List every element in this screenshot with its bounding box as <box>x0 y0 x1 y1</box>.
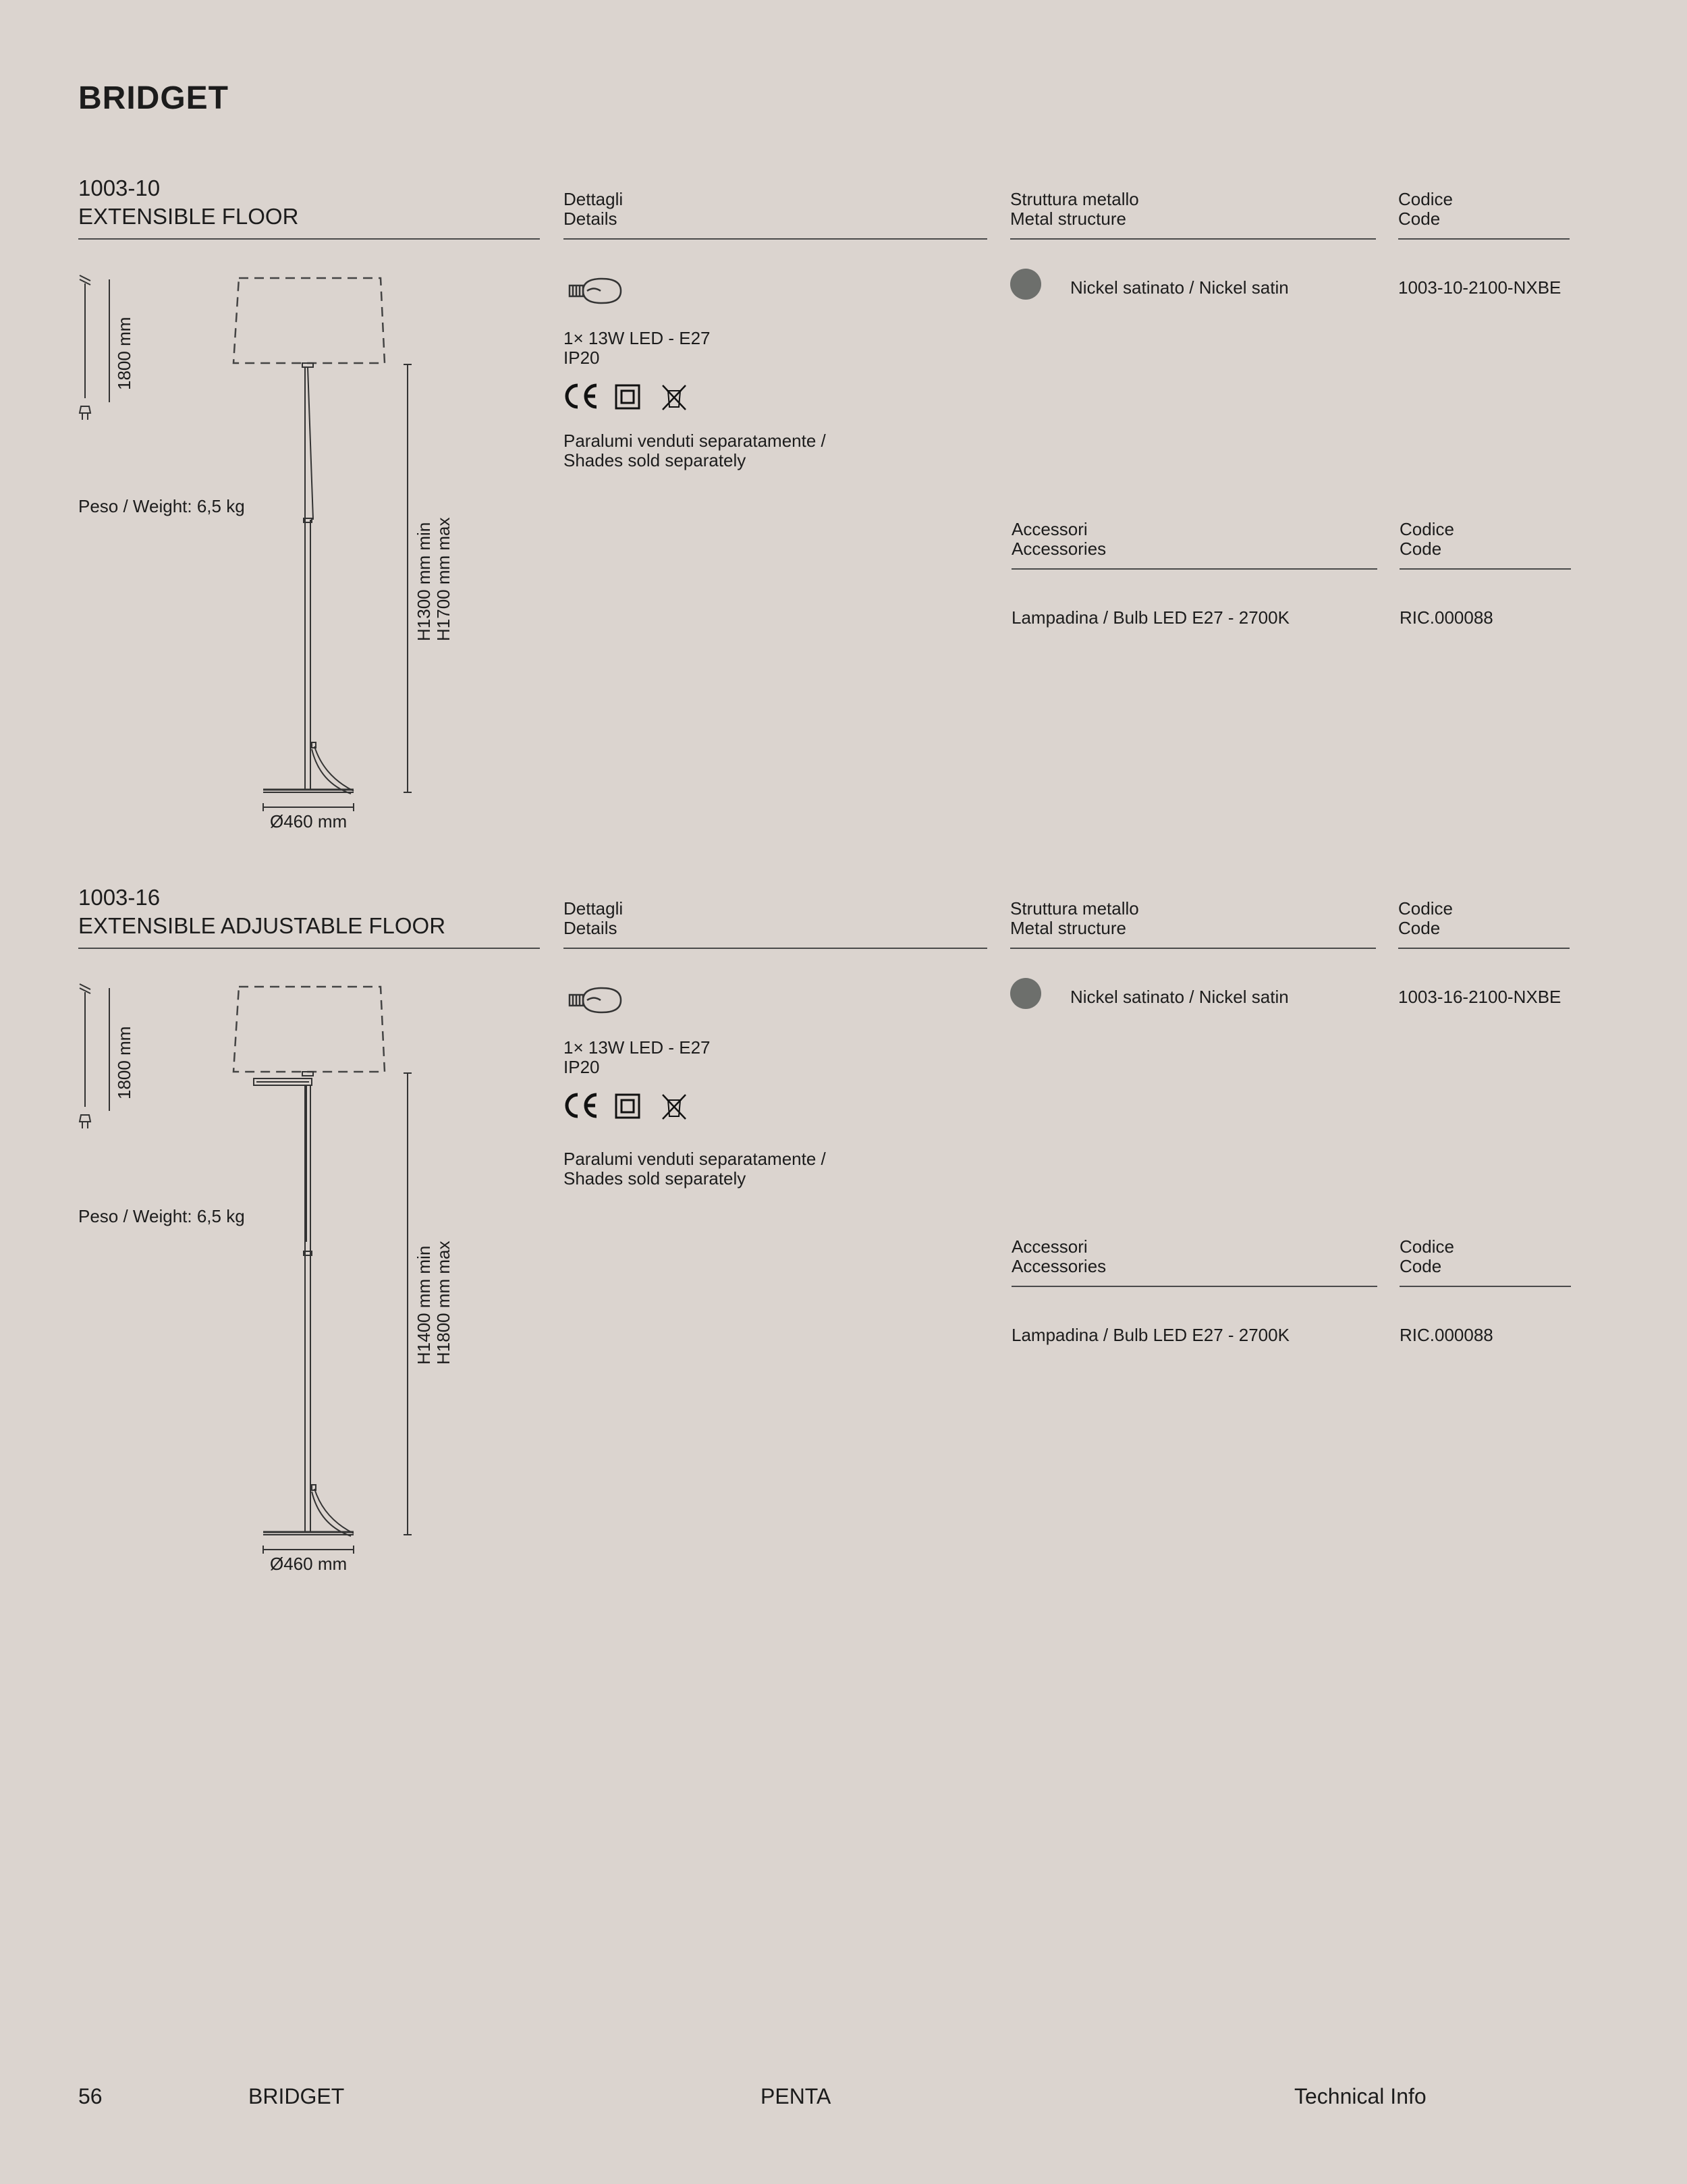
code-header-en: Code <box>1400 539 1442 559</box>
cable-length-label: 1800 mm <box>114 1026 134 1099</box>
finish-name: Nickel satinato / Nickel satin <box>1070 277 1289 298</box>
details-header-en: Details <box>563 918 617 938</box>
divider <box>1010 948 1376 949</box>
height-min-label: H1300 mm min <box>414 522 434 641</box>
bulb-icon <box>563 274 624 308</box>
structure-header-en: Metal structure <box>1010 209 1126 229</box>
code-header-en: Code <box>1398 918 1441 938</box>
details-header-it: Dettagli <box>563 898 624 919</box>
product-name: EXTENSIBLE FLOOR <box>78 204 299 229</box>
divider <box>1400 1286 1571 1287</box>
structure-header-it: Struttura metallo <box>1010 189 1139 209</box>
details-header-en: Details <box>563 209 617 229</box>
diameter-label: Ø460 mm <box>270 1554 348 1574</box>
ce-mark-icon <box>563 381 601 411</box>
product-code: 1003-10 <box>78 175 161 200</box>
accessory-name: Lampadina / Bulb LED E27 - 2700K <box>1012 607 1290 628</box>
cable-length-label: 1800 mm <box>114 317 134 390</box>
double-insulation-icon <box>615 1093 640 1119</box>
divider <box>1400 568 1571 570</box>
shade-outline <box>233 278 385 363</box>
accessory-code: RIC.000088 <box>1400 1325 1493 1345</box>
code-header-it: Codice <box>1398 189 1453 209</box>
height-max-label: H1700 mm max <box>433 517 453 641</box>
divider <box>1012 1286 1377 1287</box>
finish-swatch <box>1010 978 1041 1009</box>
finish-code: 1003-10-2100-NXBE <box>1398 277 1561 298</box>
footer-family: BRIDGET <box>248 2084 345 2108</box>
structure-header-it: Struttura metallo <box>1010 898 1139 919</box>
page-number: 56 <box>78 2084 103 2108</box>
divider <box>1398 948 1570 949</box>
accessories-header-it: Accessori <box>1012 1236 1088 1257</box>
weight-label: Peso / Weight: 6,5 kg <box>78 496 245 516</box>
divider <box>1012 568 1377 570</box>
ip-rating: IP20 <box>563 348 600 368</box>
diameter-label: Ø460 mm <box>270 811 348 831</box>
shades-note-it: Paralumi venduti separatamente / <box>563 431 826 451</box>
height-min-label: H1400 mm min <box>414 1245 434 1365</box>
finish-swatch <box>1010 269 1041 300</box>
plug-icon <box>80 1115 90 1128</box>
divider <box>78 948 540 949</box>
bulb-spec: 1× 13W LED - E27 <box>563 328 711 348</box>
accessory-code: RIC.000088 <box>1400 607 1493 628</box>
divider <box>563 238 987 240</box>
ce-mark-icon <box>563 1091 601 1120</box>
divider <box>1398 238 1570 240</box>
plug-icon <box>80 406 90 420</box>
divider <box>1010 238 1376 240</box>
product-name: EXTENSIBLE ADJUSTABLE FLOOR <box>78 913 446 938</box>
finish-name: Nickel satinato / Nickel satin <box>1070 987 1289 1007</box>
code-header-en: Code <box>1400 1256 1442 1276</box>
accessories-header-it: Accessori <box>1012 519 1088 539</box>
weight-label: Peso / Weight: 6,5 kg <box>78 1206 245 1226</box>
footer-section: Technical Info <box>1294 2084 1427 2108</box>
bulb-spec: 1× 13W LED - E27 <box>563 1037 711 1058</box>
shade-outline <box>233 987 385 1072</box>
weee-bin-icon <box>661 384 687 411</box>
bulb-icon <box>563 983 624 1017</box>
code-header-en: Code <box>1398 209 1441 229</box>
weee-bin-icon <box>661 1093 687 1120</box>
product-code: 1003-16 <box>78 885 161 910</box>
double-insulation-icon <box>615 384 640 410</box>
structure-header-en: Metal structure <box>1010 918 1126 938</box>
page-title: BRIDGET <box>78 80 229 116</box>
shades-note-en: Shades sold separately <box>563 450 746 470</box>
code-header-it: Codice <box>1400 519 1454 539</box>
divider <box>78 238 540 240</box>
shades-note-en: Shades sold separately <box>563 1168 746 1189</box>
ip-rating: IP20 <box>563 1057 600 1077</box>
accessory-name: Lampadina / Bulb LED E27 - 2700K <box>1012 1325 1290 1345</box>
details-header-it: Dettagli <box>563 189 624 209</box>
shades-note-it: Paralumi venduti separatamente / <box>563 1149 826 1169</box>
footer-designer: PENTA <box>760 2084 831 2108</box>
code-header-it: Codice <box>1400 1236 1454 1257</box>
code-header-it: Codice <box>1398 898 1453 919</box>
divider <box>563 948 987 949</box>
accessories-header-en: Accessories <box>1012 539 1107 559</box>
accessories-header-en: Accessories <box>1012 1256 1107 1276</box>
height-max-label: H1800 mm max <box>433 1240 453 1365</box>
finish-code: 1003-16-2100-NXBE <box>1398 987 1561 1007</box>
